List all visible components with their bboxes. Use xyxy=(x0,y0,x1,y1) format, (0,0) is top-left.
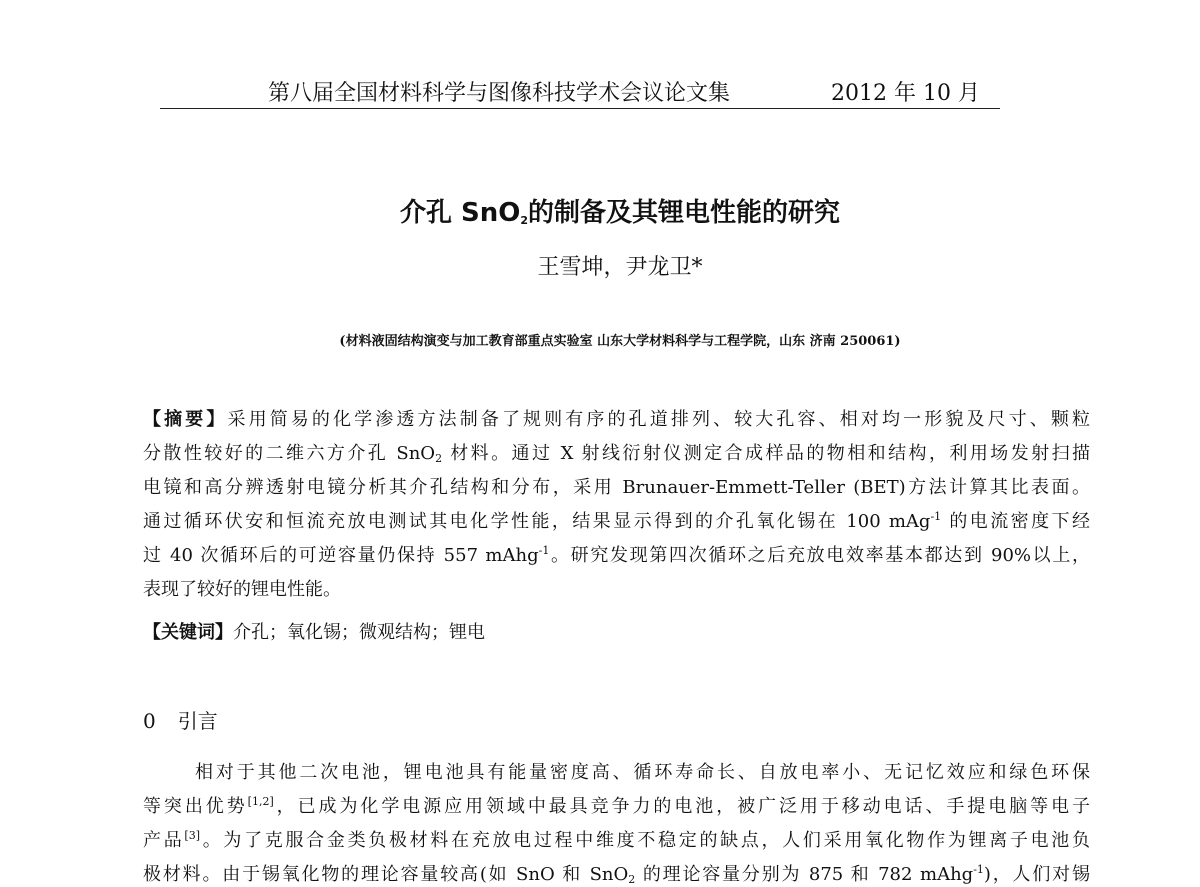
text: 材料。通过 X 射线衍射仪测定合成样品的物相和结构，利用场发射扫描 xyxy=(442,443,1090,464)
superscript: -1 xyxy=(538,544,550,557)
text: 产品 xyxy=(143,830,185,851)
section-title: 引言 xyxy=(177,709,218,733)
text: 的电流密度下经 xyxy=(941,511,1090,532)
abstract-line: 表现了较好的锂电性能。 xyxy=(143,579,341,600)
authors: 王雪坤，尹龙卫* xyxy=(537,255,703,280)
text: 。为了克服合金类负极材料在充放电过程中维度不稳定的缺点，人们采用氧化物作为锂离子电池负 xyxy=(200,830,1091,851)
citation: [1,2] xyxy=(247,795,274,808)
intro-line: 相对于其他二次电池，锂电池具有能量密度高、循环寿命长、自放电率小、无记忆效应和绿色环保 xyxy=(195,762,1090,783)
text: 的理论容量分别为 875 和 782 mAhg xyxy=(635,864,974,885)
affiliation: (材料液固结构演变与加工教育部重点实验室 山东大学材料科学与工程学院，山东 济南 250061) xyxy=(339,334,901,349)
text: ，已成为化学电源应用领域中最具竞争力的电池，被广泛用于移动电话、手提电脑等电子 xyxy=(273,796,1091,817)
paper-title xyxy=(0,192,1200,229)
section-heading xyxy=(143,705,218,734)
abstract-line xyxy=(143,442,1090,466)
section-number: 0 xyxy=(143,709,156,733)
keywords xyxy=(143,621,1090,645)
abstract-line xyxy=(143,544,1090,568)
abstract-label: 【摘要】 xyxy=(143,409,228,430)
abstract-line xyxy=(143,408,1090,432)
text: 极材料。由于锡氧化物的理论容量较高(如 SnO 和 SnO xyxy=(143,864,629,885)
title-subscript: 2 xyxy=(520,214,529,227)
abstract-line: 电镜和高分辨透射电镜分析其介孔结构和分布，采用 Brunauer-Emmett-Teller (BET)方法计算其比表面。 xyxy=(143,477,1090,498)
issue-date: 2012 年 10 月 xyxy=(831,81,980,106)
subscript: 2 xyxy=(435,452,443,465)
title-part: 介孔 SnO xyxy=(399,198,521,228)
superscript: -1 xyxy=(973,863,984,876)
text: 分散性较好的二维六方介孔 SnO xyxy=(143,443,436,464)
citation: [3] xyxy=(184,829,200,842)
proceedings-title: 第八届全国材料科学与图像科技学术会议论文集 xyxy=(268,81,731,106)
text: 采用简易的化学渗透方法制备了规则有序的孔道排列、较大孔容、相对均一形貌及尺寸、颗粒 xyxy=(227,409,1091,430)
running-header xyxy=(160,76,1000,109)
text: 。研究发现第四次循环之后充放电效率基本都达到 90%以上， xyxy=(549,545,1090,566)
intro-line xyxy=(143,795,1090,819)
title-part: 的制备及其锂电性能的研究 xyxy=(528,198,841,228)
intro-line xyxy=(143,829,1090,853)
text: )，人们对锡 xyxy=(983,864,1090,885)
text: 过 40 次循环后的可逆容量仍保持 557 mAhg xyxy=(143,545,539,566)
keywords-label: 【关键词】 xyxy=(143,622,233,643)
abstract-line xyxy=(143,510,1090,534)
text: 等突出优势 xyxy=(143,796,248,817)
intro-line xyxy=(143,863,1090,887)
keywords-text: 介孔；氧化锡；微观结构；锂电 xyxy=(233,622,485,643)
subscript: 2 xyxy=(628,873,636,886)
superscript: -1 xyxy=(930,510,942,523)
text: 通过循环伏安和恒流充放电测试其电化学性能，结果显示得到的介孔氧化锡在 100 mAg xyxy=(143,511,931,532)
